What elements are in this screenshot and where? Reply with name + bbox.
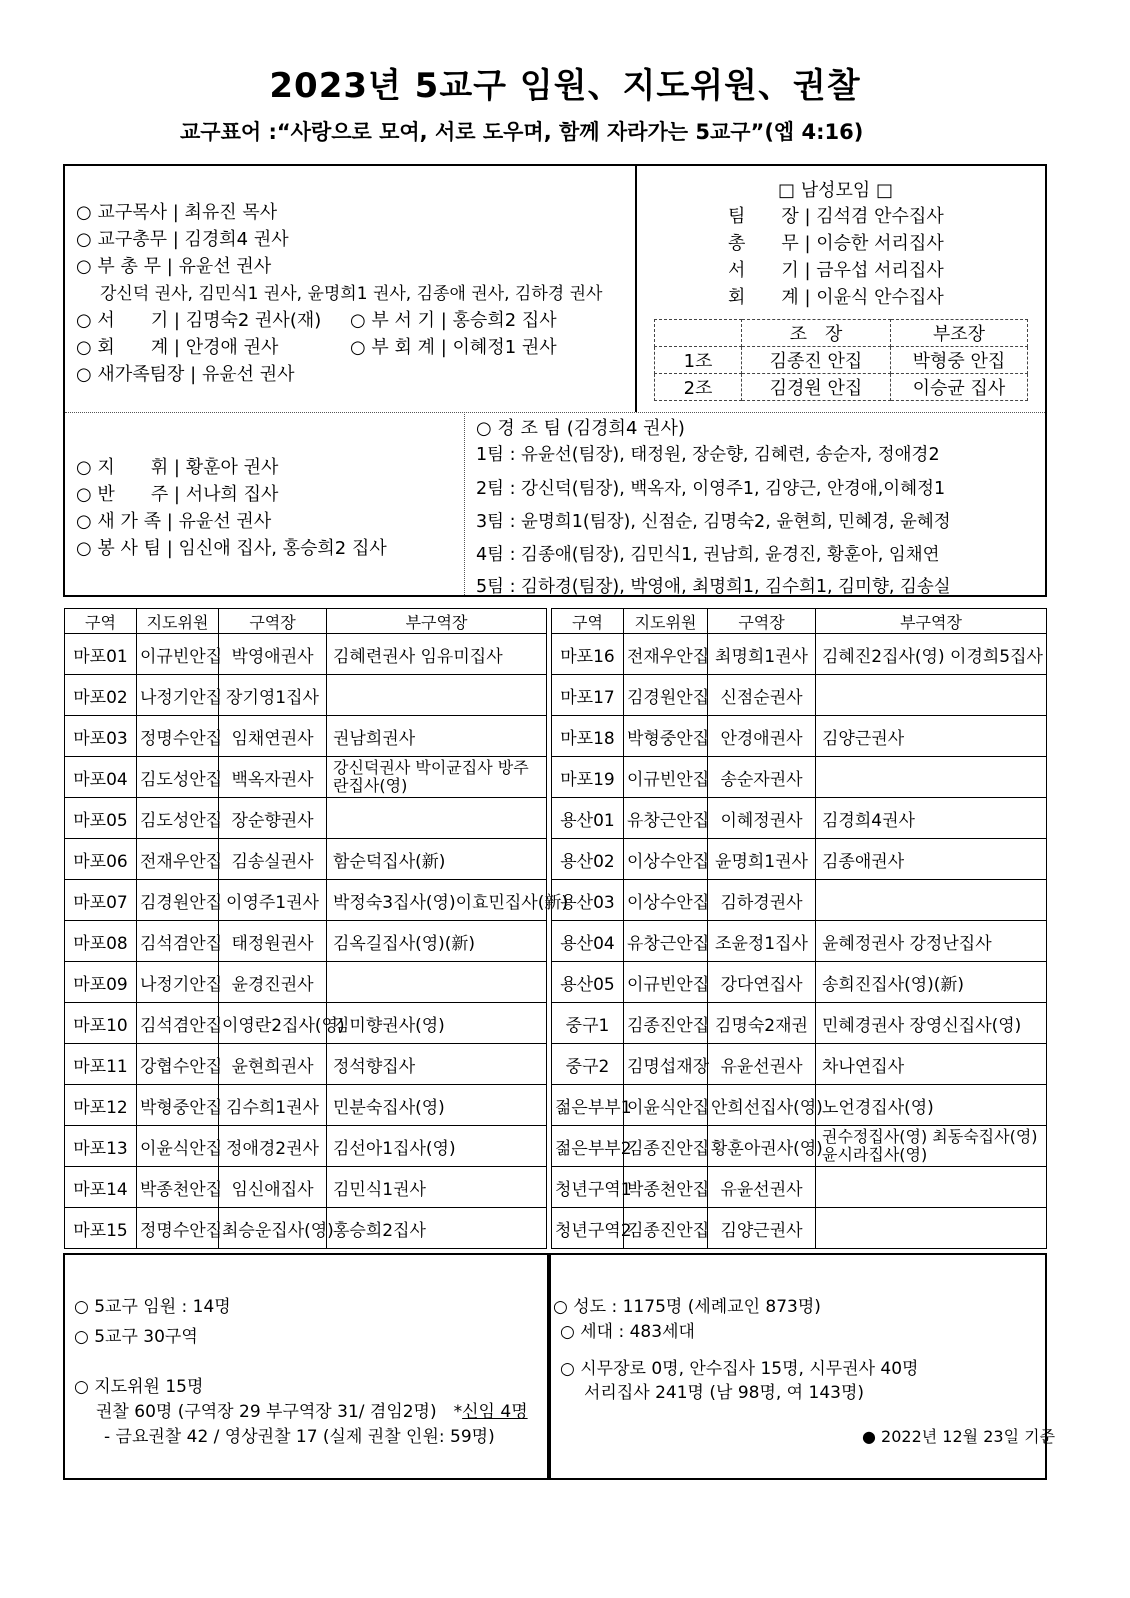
district-name: 마포08 [65,921,137,962]
vice-leader-name: 노언경집사(영) [816,1085,1047,1126]
vice-leader-name: 김혜진2집사(영) 이경희5집사 [816,634,1047,675]
officer-vice-secretary: ○ 부 서 기 | 홍승희2 집사 [350,310,557,331]
mens-table-cell: 이승균 집사 [891,374,1028,401]
vice-leader-name: 권남희권사 [327,716,547,757]
district-name: 마포19 [552,757,624,798]
table-row [65,880,547,921]
district-name: 중구1 [552,1003,624,1044]
header-advisor: 지도위원 [624,609,708,634]
vice-leader-name: 김선아1집사(영) [327,1126,547,1167]
mens-table-cell: 김경원 안집 [742,374,891,401]
officer-vice-treasurer: ○ 부 회 계 | 이혜정1 권사 [350,337,557,358]
officer-pastor: ○ 교구목사 | 최유진 목사 [76,202,278,223]
mens-treasurer: 회 계 | 이윤식 안수집사 [728,287,944,308]
vice-leader-name [816,1208,1047,1249]
vice-leader-name: 김종애권사 [816,839,1047,880]
leader-name: 정애경2권사 [219,1126,327,1167]
leader-name: 김수희1권사 [219,1085,327,1126]
leader-name: 신점순권사 [708,675,816,716]
table-row [65,921,547,962]
advisor-name: 이상수안집 [624,880,708,921]
page-title: 2023년 5교구 임원、지도위원、권찰 [269,66,861,106]
table-row [65,1003,547,1044]
leader-name: 이영주1권사 [219,880,327,921]
divider-dashed [65,412,1045,413]
advisor-name: 김도성안집 [137,798,219,839]
leader-name: 김송실권사 [219,839,327,880]
advisor-name: 김종진안집 [624,1208,708,1249]
condolence-team-3: 3팀 : 윤명희1(팀장), 신점순, 김명숙2, 윤현희, 민혜경, 윤혜정 [476,512,951,532]
district-name: 마포15 [65,1208,137,1249]
officer-secretary: ○ 서 기 | 김명숙2 권사(재) [76,310,322,331]
table-row [552,1167,1047,1208]
district-name: 마포04 [65,757,137,798]
vice-leader-name [327,962,547,1003]
advisor-name: 김석겸안집 [137,1003,219,1044]
mens-table-header-vice: 부조장 [891,320,1028,347]
header-vice-leader: 부구역장 [327,609,547,634]
advisor-name: 전재우안집 [137,839,219,880]
district-name: 마포10 [65,1003,137,1044]
advisor-name: 이규빈안집 [624,962,708,1003]
advisor-name: 나정기안집 [137,962,219,1003]
team-conductor: ○ 지 휘 | 황훈아 권사 [76,457,279,478]
advisor-name: 정명수안집 [137,1208,219,1249]
advisor-name: 박종천안집 [624,1167,708,1208]
advisor-name: 김종진안집 [624,1003,708,1044]
advisor-name: 박종천안집 [137,1167,219,1208]
advisor-name: 이윤식안집 [624,1085,708,1126]
vice-leader-name: 차나연집사 [816,1044,1047,1085]
table-row [552,880,1047,921]
vice-leader-name: 김옥길집사(영)(新) [327,921,547,962]
leader-name: 김하경권사 [708,880,816,921]
district-name: 마포16 [552,634,624,675]
officer-general: ○ 교구총무 | 김경희4 권사 [76,229,289,250]
table-row [552,1085,1047,1126]
district-table-left [64,608,568,1249]
district-name: 마포18 [552,716,624,757]
advisor-name: 박형중안집 [624,716,708,757]
district-name: 용산02 [552,839,624,880]
vice-leader-name: 김민식1권사 [327,1167,547,1208]
district-name: 젊은부부1 [552,1085,624,1126]
vice-leader-name: 윤혜정권사 강정난집사 [816,921,1047,962]
district-name: 청년구역1 [552,1167,624,1208]
advisor-name: 박형중안집 [137,1085,219,1126]
header-leader: 구역장 [708,609,816,634]
condolence-team-4: 4팀 : 김종애(팀장), 김민식1, 권남희, 윤경진, 황훈아, 임채연 [476,545,940,565]
vice-leader-name [327,675,547,716]
table-row [65,1208,547,1249]
district-name: 마포14 [65,1167,137,1208]
mens-table-cell: 2조 [655,374,742,401]
advisor-name: 유창근안집 [624,921,708,962]
team-newfamily: ○ 새 가 족 | 유윤선 권사 [76,511,272,532]
condolence-team-2: 2팀 : 강신덕(팀장), 백옥자, 이영주1, 김양근, 안경애,이혜정1 [476,479,946,499]
district-name: 용산04 [552,921,624,962]
district-name: 마포05 [65,798,137,839]
vice-leader-name: 김경희4권사 [816,798,1047,839]
district-name: 마포01 [65,634,137,675]
district-name: 용산05 [552,962,624,1003]
table-row [552,921,1047,962]
district-name: 마포11 [65,1044,137,1085]
table-row [552,675,1047,716]
summary-officers: ○ 5교구 임원 : 14명 [74,1297,231,1317]
advisor-name: 이윤식안집 [137,1126,219,1167]
summary-deacons: 서리집사 241명 (남 98명, 여 143명) [584,1383,865,1403]
summary-leaders-text: 권찰 60명 (구역장 29 부구역장 31/ 겸임2명) * [96,1402,463,1422]
leader-name: 이혜정권사 [708,798,816,839]
table-row [65,839,547,880]
vice-leader-name: 김양근권사 [816,716,1047,757]
advisor-name: 김경원안집 [624,675,708,716]
leader-name: 윤명희1권사 [708,839,816,880]
advisor-name: 이규빈안집 [624,757,708,798]
vice-leader-name: 정석향집사 [327,1044,547,1085]
leader-name: 장기영1집사 [219,675,327,716]
officer-newfamily-leader: ○ 새가족팀장 | 유윤선 권사 [76,364,295,385]
leader-name: 강다연집사 [708,962,816,1003]
district-name: 마포06 [65,839,137,880]
mens-leader: 팀 장 | 김석겸 안수집사 [728,206,944,227]
header-district: 구역 [552,609,624,634]
advisor-name: 김명섭재장 [624,1044,708,1085]
leader-name: 임채연권사 [219,716,327,757]
district-name: 용산01 [552,798,624,839]
summary-date: ● 2022년 12월 23일 기준 [862,1427,1056,1446]
header-vice-leader: 부구역장 [816,609,1047,634]
condolence-heading: ○ 경 조 팀 (김경희4 권사) [476,418,685,439]
table-row [65,634,547,675]
table-row [65,757,547,798]
advisor-name: 김경원안집 [137,880,219,921]
table-row [552,962,1047,1003]
leader-name: 윤경진권사 [219,962,327,1003]
condolence-team-5: 5팀 : 김하경(팀장), 박영애, 최명희1, 김수희1, 김미향, 김송실 [476,577,951,597]
team-accompanist: ○ 반 주 | 서나희 집사 [76,484,279,505]
header-leader: 구역장 [219,609,327,634]
table-row [552,757,1047,798]
advisor-name: 김종진안집 [624,1126,708,1167]
summary-households: ○ 세대 : 483세대 [560,1322,695,1342]
leader-name: 유윤선권사 [708,1167,816,1208]
header-district: 구역 [65,609,137,634]
advisor-name: 나정기안집 [137,675,219,716]
leader-name: 박영애권사 [219,634,327,675]
vice-leader-name: 민분숙집사(영) [327,1085,547,1126]
table-row [552,634,1047,675]
summary-members: ○ 성도 : 1175명 (세례교인 873명) [553,1297,821,1317]
vice-leader-name: 송희진집사(영)(新) [816,962,1047,1003]
divider-dashed-vertical [464,412,465,595]
leader-name: 조윤정1집사 [708,921,816,962]
table-row [552,1044,1047,1085]
vice-leader-name: 권수정집사(영) 최동숙집사(영) 윤시라집사(영) [816,1126,1047,1167]
vice-leader-name: 김혜련권사 임유미집사 [327,634,547,675]
vice-leader-name: 홍승희2집사 [327,1208,547,1249]
district-name: 마포12 [65,1085,137,1126]
district-name: 마포17 [552,675,624,716]
district-name: 젊은부부2 [552,1126,624,1167]
district-name: 청년구역2 [552,1208,624,1249]
leader-name: 송순자권사 [708,757,816,798]
district-table-right [551,608,1047,1249]
vice-leader-name [327,798,547,839]
leader-name: 백옥자권사 [219,757,327,798]
summary-leaders [96,1397,528,1422]
vice-leader-name: 박정숙3집사(영)이효민집사(新) [327,880,547,921]
district-name: 마포07 [65,880,137,921]
table-row [65,675,547,716]
advisor-name: 강협수안집 [137,1044,219,1085]
advisor-name: 이상수안집 [624,839,708,880]
table-row [552,716,1047,757]
district-name: 마포13 [65,1126,137,1167]
district-name: 마포03 [65,716,137,757]
summary-staff: ○ 시무장로 0명, 안수집사 15명, 시무권사 40명 [560,1359,919,1379]
district-name: 용산03 [552,880,624,921]
leader-name: 김양근권사 [708,1208,816,1249]
vice-leader-name [816,757,1047,798]
district-name: 중구2 [552,1044,624,1085]
table-row [552,798,1047,839]
motto: 교구표어 :“사랑으로 모여, 서로 도우며, 함께 자라가는 5교구”(엡 4:16) [180,120,864,144]
advisor-name: 이규빈안집 [137,634,219,675]
table-row [552,1208,1047,1249]
summary-new-count: 신임 4명 [462,1402,528,1422]
vice-leader-name [816,1167,1047,1208]
table-row [65,1167,547,1208]
district-name: 마포09 [65,962,137,1003]
vice-leader-name [816,675,1047,716]
mens-general: 총 무 | 이승한 서리집사 [728,233,944,254]
advisor-name: 정명수안집 [137,716,219,757]
leader-name: 태정원권사 [219,921,327,962]
advisor-name: 김도성안집 [137,757,219,798]
advisor-name: 유창근안집 [624,798,708,839]
summary-advisors: ○ 지도위원 15명 [74,1377,204,1397]
team-service: ○ 봉 사 팀 | 임신애 집사, 홍승희2 집사 [76,538,387,559]
vice-leader-name [816,880,1047,921]
leader-name: 임신애집사 [219,1167,327,1208]
mens-heading: □ 남성모임 □ [778,180,894,201]
summary-friday-video: - 금요권찰 42 / 영상권찰 17 (실제 권찰 인원: 59명) [104,1427,495,1447]
mens-group-table [654,319,1028,401]
vice-leader-name: 강신덕권사 박이균집사 방주란집사(영) [327,757,547,798]
vice-leader-name: 민혜경권사 장영신집사(영) [816,1003,1047,1044]
leader-name: 이영란2집사(영) [219,1003,327,1044]
summary-districts: ○ 5교구 30구역 [74,1327,198,1347]
vice-leader-name: 김미향권사(영) [327,1003,547,1044]
header-advisor: 지도위원 [137,609,219,634]
leader-name: 윤현희권사 [219,1044,327,1085]
table-row [65,962,547,1003]
advisor-name: 전재우안집 [624,634,708,675]
mens-secretary: 서 기 | 금우섭 서리집사 [728,260,944,281]
table-row [65,716,547,757]
table-row [552,1126,1047,1167]
table-row [552,1003,1047,1044]
officer-vice: ○ 부 총 무 | 유윤선 권사 [76,256,272,277]
leader-name: 최승운집사(영) [219,1208,327,1249]
mens-table-cell: 1조 [655,347,742,374]
table-row [65,1044,547,1085]
mens-table-cell: 박형중 안집 [891,347,1028,374]
table-row [65,798,547,839]
advisor-name: 김석겸안집 [137,921,219,962]
leader-name: 안희선집사(영) [708,1085,816,1126]
table-row [65,1126,547,1167]
mens-table-header-empty [655,320,742,347]
table-row [65,1085,547,1126]
table-row [552,839,1047,880]
leader-name: 장순향권사 [219,798,327,839]
officer-treasurer: ○ 회 계 | 안경애 권사 [76,337,279,358]
officer-vice-list: 강신덕 권사, 김민식1 권사, 윤명희1 권사, 김종애 권사, 김하경 권사 [100,284,603,304]
leader-name: 황훈아권사(영) [708,1126,816,1167]
leader-name: 김명숙2재권 [708,1003,816,1044]
mens-table-header-leader: 조 장 [742,320,891,347]
mens-table-cell: 김종진 안집 [742,347,891,374]
condolence-team-1: 1팀 : 유윤선(팀장), 태정원, 장순향, 김혜련, 송순자, 정애경2 [476,445,940,465]
leader-name: 안경애권사 [708,716,816,757]
leader-name: 유윤선권사 [708,1044,816,1085]
divider-vertical-top [635,166,637,412]
district-name: 마포02 [65,675,137,716]
leader-name: 최명희1권사 [708,634,816,675]
vice-leader-name: 함순덕집사(新) [327,839,547,880]
